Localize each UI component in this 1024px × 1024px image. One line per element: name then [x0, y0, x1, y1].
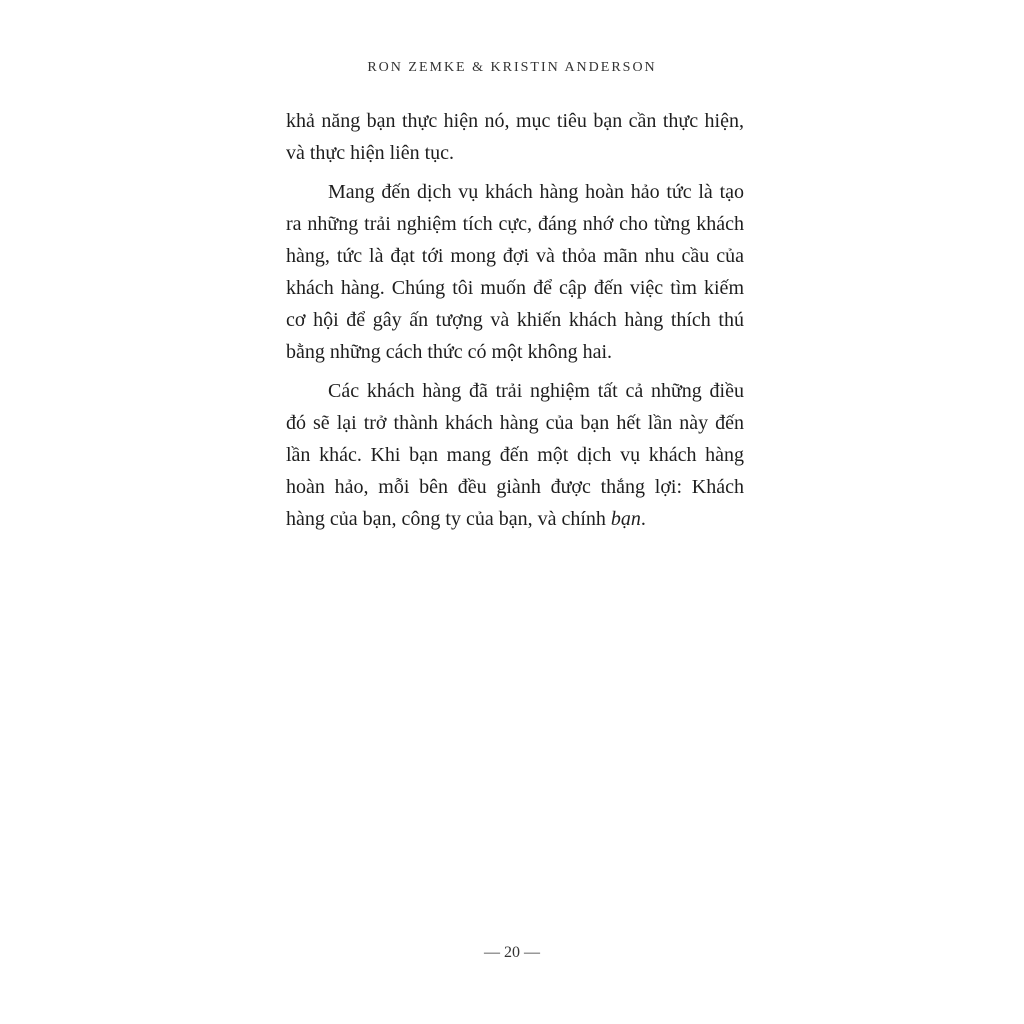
paragraph-returning-customers	[286, 375, 744, 535]
paragraph-end-punctuation: .	[640, 508, 646, 530]
emphasis-ban: bạn	[610, 508, 641, 530]
paragraph-returning-customers-text: Các khách hàng đã trải nghiệm tất cả những điều đó sẽ lại trở thành khách hàng của bạn hết lần này đến lần khác. Khi bạn mang đến một dịch vụ khách hàng hoàn hảo, mỗi bên đều giành được thắng lợi: Khách hàng của bạn, công ty của bạn, và chính	[286, 380, 744, 530]
paragraph-continued: khả năng bạn thực hiện nó, mục tiêu bạn cần thực hiện, và thực hiện liên tục.	[286, 110, 744, 164]
page-number: — 20 —	[484, 944, 540, 961]
body-text	[286, 105, 744, 542]
paragraph-perfect-service: Mang đến dịch vụ khách hàng hoàn hảo tức là tạo ra những trải nghiệm tích cực, đáng nhớ cho từng khách hàng, tức là đạt tới mong đợi và thỏa mãn nhu cầu của khách hàng. Chúng tôi muốn để cập đến việc tìm kiếm cơ hội để gây ấn tượng và khiến khách hàng thích thú bằng những cách thức có một không hai.	[286, 181, 744, 363]
running-head: RON ZEMKE & KRISTIN ANDERSON	[367, 60, 657, 75]
